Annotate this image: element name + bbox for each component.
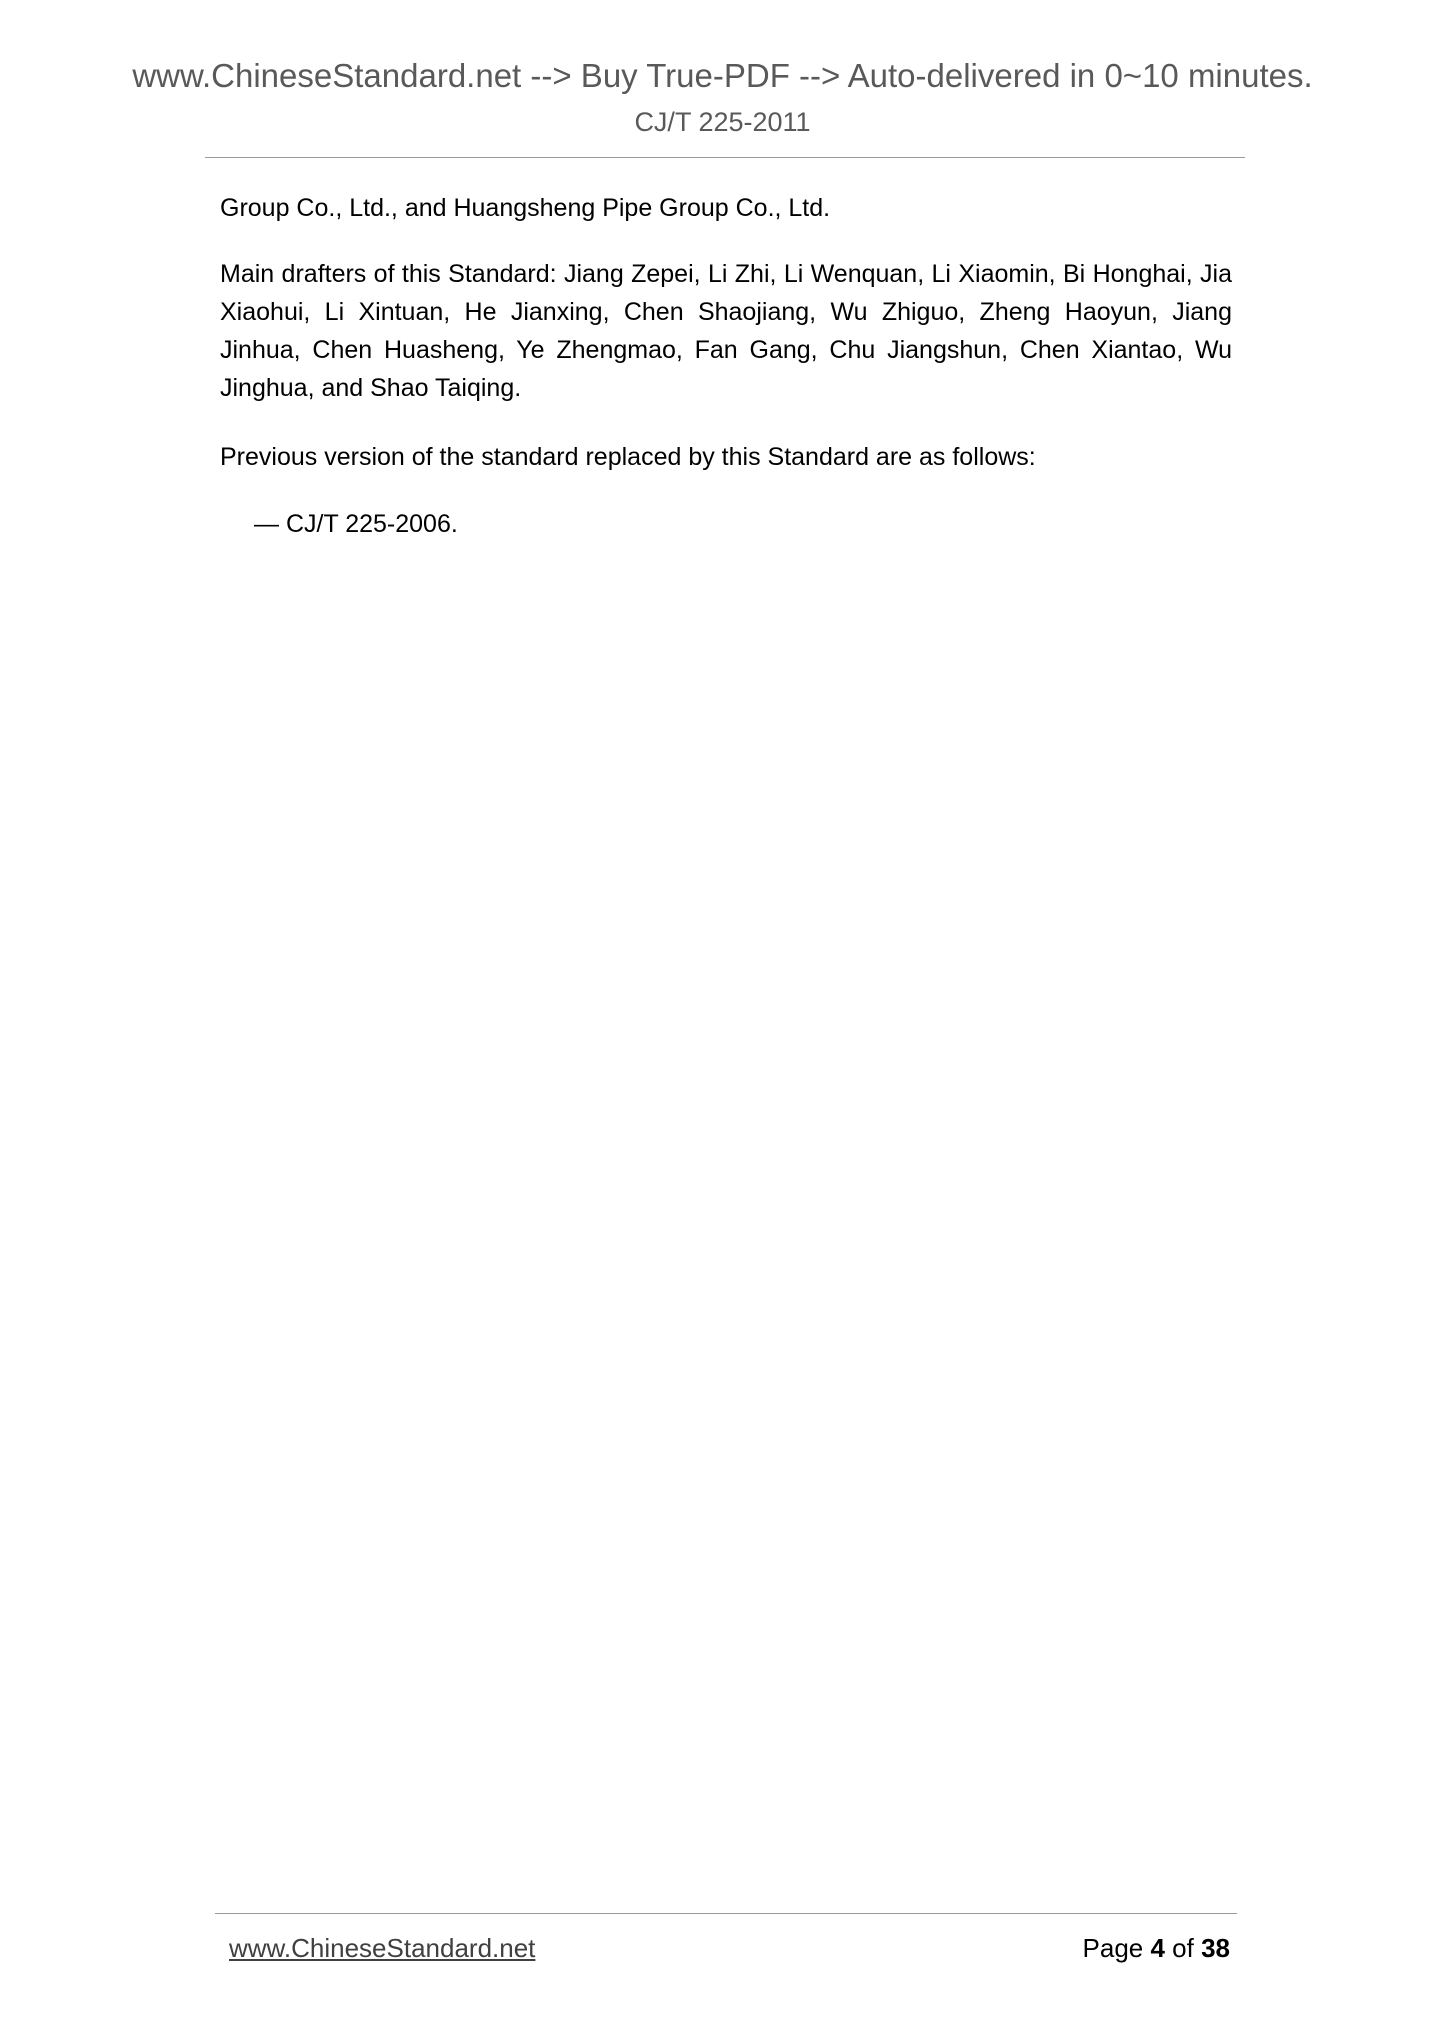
document-code: CJ/T 225-2011 — [634, 107, 811, 137]
page-prefix: Page — [1082, 1933, 1151, 1963]
total-pages: 38 — [1201, 1933, 1230, 1963]
drafters-paragraph: Main drafters of this Standard: Jiang Zepei, Li Zhi, Li Wenquan, Li Xiaomin, Bi Honghai, Jia Xiaohui, Li Xintuan, He Jianxing, Chen Shaojiang, Wu Zhiguo, Zheng Haoyun, Jiang Jinhua, Chen Huasheng, Ye Zhengmao, Fan Gang, Chu Jiangshun, Chen Xiantao, Wu Jinghua, and Shao Taiqing. — [220, 260, 1232, 402]
previous-version-item: — CJ/T 225-2006. — [254, 510, 458, 538]
page-number — [1083, 1931, 1230, 1965]
previous-version-intro: Previous version of the standard replaced by this Standard are as follows: — [220, 443, 1036, 471]
current-page: 4 — [1150, 1933, 1165, 1963]
footer-divider — [215, 1913, 1237, 1914]
footer-website-link[interactable]: www.ChineseStandard.net — [229, 1933, 536, 1963]
header-divider — [205, 157, 1245, 158]
continuation-paragraph: Group Co., Ltd., and Huangsheng Pipe Group Co., Ltd. — [220, 194, 831, 222]
page-separator: of — [1164, 1933, 1202, 1963]
top-banner: www.ChineseStandard.net --> Buy True-PDF --> Auto-delivered in 0~10 minutes. — [132, 57, 1313, 94]
